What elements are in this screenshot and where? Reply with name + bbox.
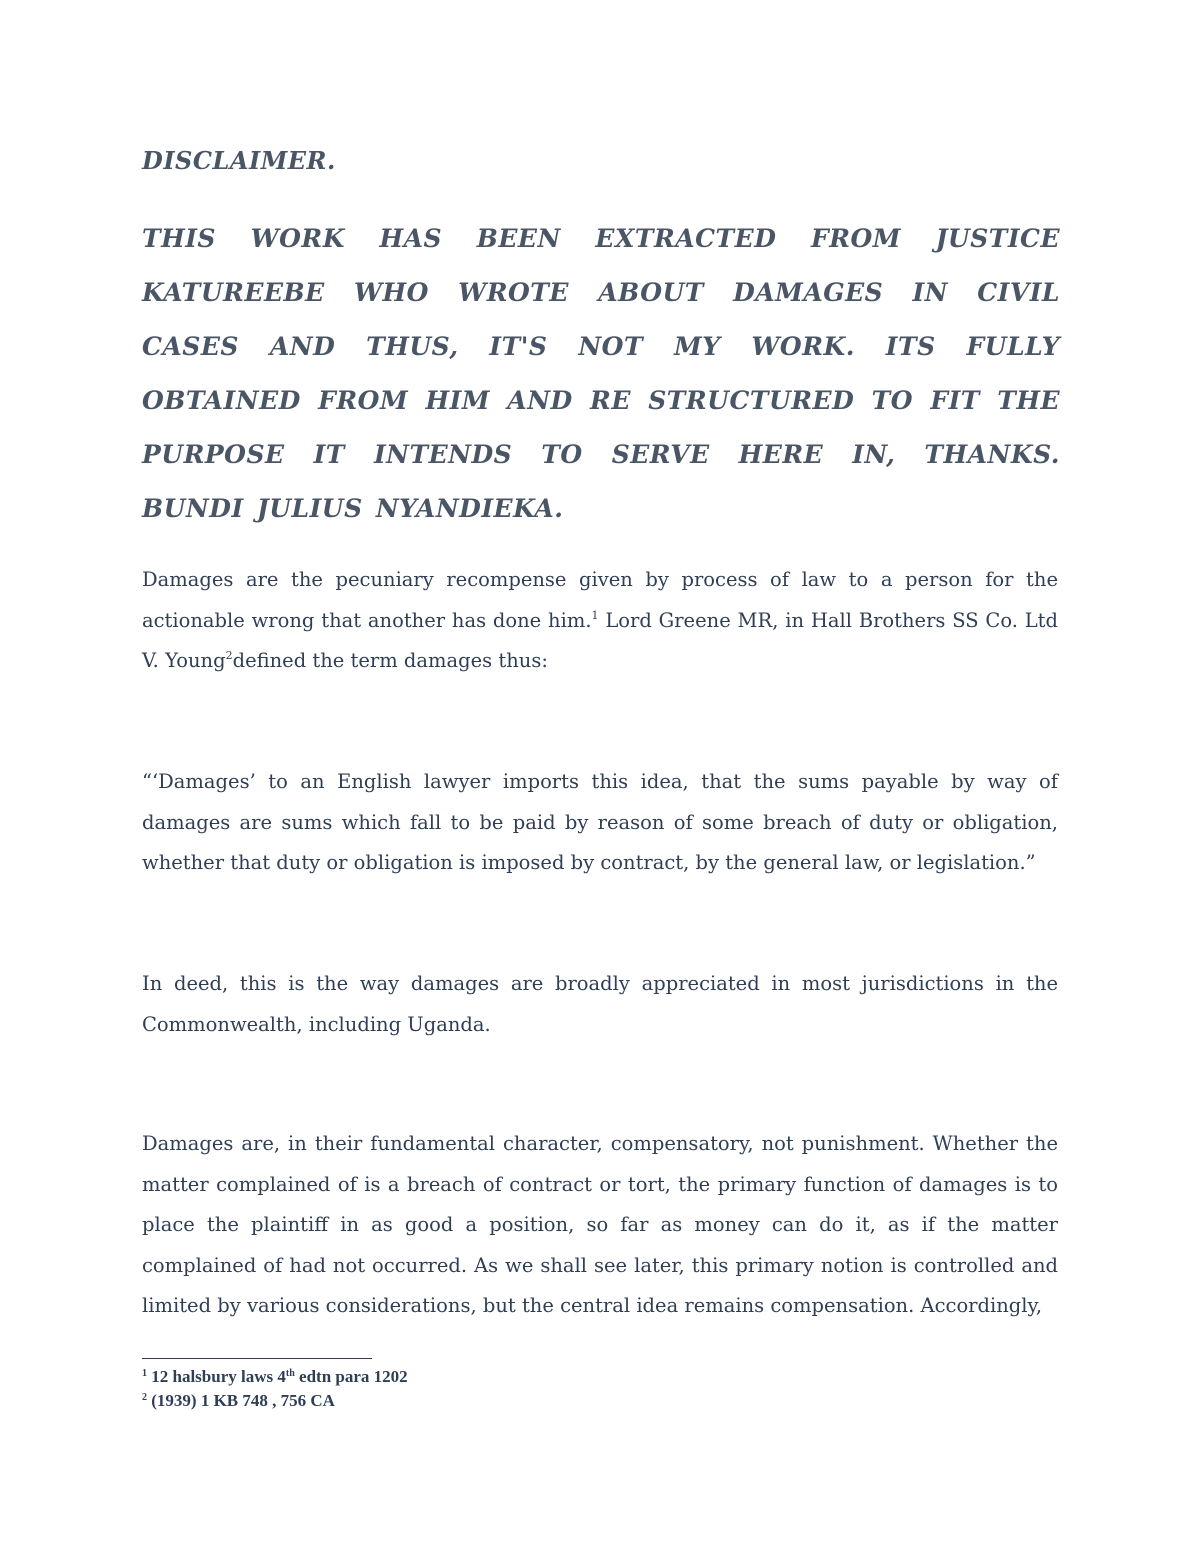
quote-paragraph: “‘Damages’ to an English lawyer imports this idea, that the sums payable by way of damages are sums which fall to be paid by reason of some breach of duty or obligation, whether that duty or obligation is imposed by contract, by the general law, or legislation.” xyxy=(142,770,1058,874)
footnote-2 xyxy=(142,1390,742,1412)
footnote-text: (1939) 1 KB 748 , 756 CA xyxy=(147,1391,335,1410)
footnote-ref-2: 2 xyxy=(225,649,233,662)
footnote-1 xyxy=(142,1366,742,1388)
paragraph-text: Lord Greene MR, in Hall Brothers SS Co. Ltd V. Young xyxy=(142,608,1058,672)
footnote-separator xyxy=(142,1358,372,1359)
footnote-ref-1: 1 xyxy=(591,608,599,622)
body-paragraph-1 xyxy=(142,560,1058,682)
footnote-text: 12 halsbury laws 4 xyxy=(147,1367,286,1386)
footnote-text: edtn para 1202 xyxy=(294,1367,408,1386)
body-paragraph-4: Damages are, in their fundamental character, compensatory, not punishment. Whether the matter complained of is a breach of contract or tort, the primary function of damages is to place the plaintiff in as good a position, so far as money can do it, as if the matter complained of had not occurred. As we shall see later, this primary notion is controlled and limited by various considerations, but the central idea remains compensation. Accordingly, xyxy=(142,1132,1058,1317)
disclaimer-body: THIS WORK HAS BEEN EXTRACTED FROM JUSTICE KATUREEBE WHO WROTE ABOUT DAMAGES IN CIVIL CASES AND THUS, IT'S NOT MY WORK. ITS FULLY OBTAINED FROM HIM AND RE STRUCTURED TO FIT THE PURPOSE IT INTENDS TO SERVE HERE IN, THANKS. BUNDI JULIUS NYANDIEKA. xyxy=(142,224,1060,523)
paragraph-text: defined the term damages thus: xyxy=(232,649,548,672)
disclaimer-heading: DISCLAIMER. xyxy=(142,146,336,175)
body-paragraph-3: In deed, this is the way damages are broadly appreciated in most jurisdictions in the Commonwealth, including Uganda. xyxy=(142,972,1058,1036)
footnote-number: 2 xyxy=(142,1392,147,1403)
paragraph-text: Damages are the pecuniary recompense given by process of law to a person for the actionable wrong that another has done him. xyxy=(142,568,1058,632)
footnote-number: 1 xyxy=(142,1368,147,1379)
footnote-superscript: th xyxy=(285,1368,295,1379)
